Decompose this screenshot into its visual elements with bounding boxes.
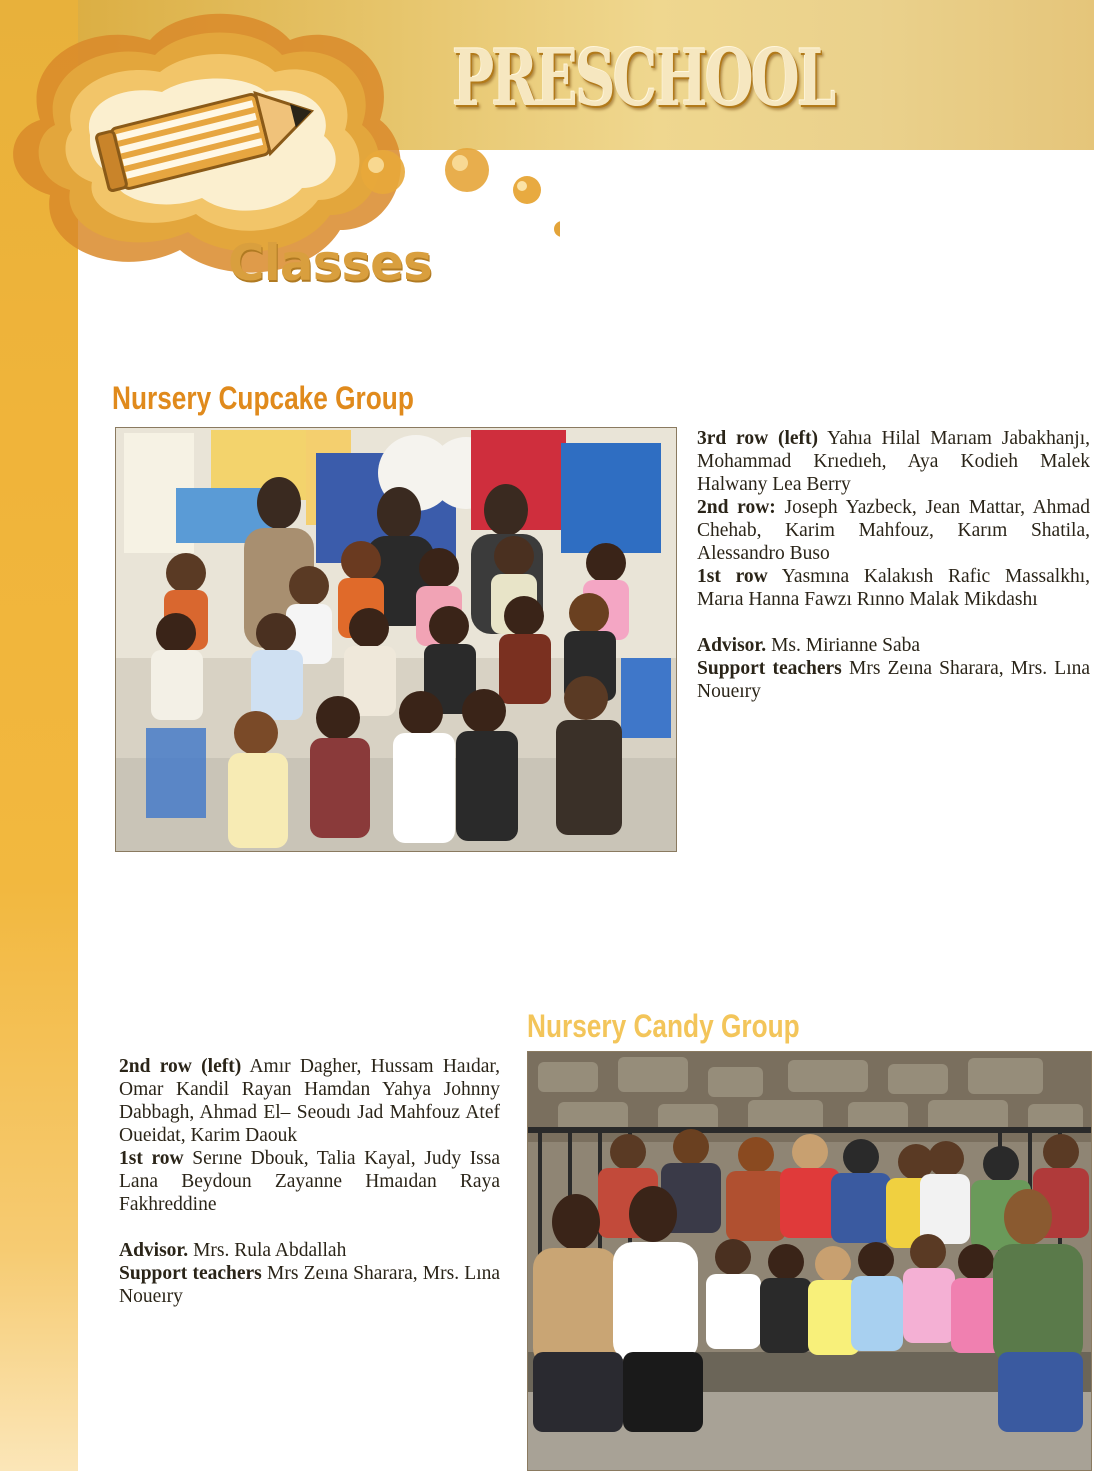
cupcake-row1: [697, 565, 1090, 611]
support-names: Mrs Zeına Sharara, Mrs. Lına Noueıry: [119, 1263, 501, 1307]
candy-row1: [119, 1147, 500, 1216]
row-label: 1st row: [697, 566, 768, 587]
row-label: 3rd row (left): [697, 428, 818, 449]
support-names: Mrs Zeına Sharara, Mrs. Lına Noueıry: [697, 658, 1091, 702]
row-label: 2nd row (left): [119, 1056, 242, 1077]
candy-group-heading: Nursery Candy Group: [527, 1008, 800, 1044]
support-label: Support teachers: [119, 1263, 262, 1284]
page-title: PRESCHOOL: [452, 33, 834, 124]
cupcake-group-heading: Nursery Cupcake Group: [112, 380, 414, 416]
cupcake-row2: [697, 496, 1090, 565]
row-label: 1st row: [119, 1148, 184, 1169]
candy-group-caption: [119, 1055, 500, 1308]
cupcake-group-photo: [115, 427, 677, 852]
advisor-label: Advisor.: [697, 635, 767, 656]
advisor-label: Advisor.: [119, 1240, 189, 1261]
candy-advisor: [119, 1239, 500, 1262]
candy-support-teachers: [119, 1262, 500, 1308]
cupcake-advisor: [697, 634, 1090, 657]
row-names: Yahıa Hilal Marıam Jabakhanjı, Mohammad Krıedıeh, Aya Kodieh Malek Halwany Lea Berry: [697, 428, 1090, 495]
page-subtitle: Classes: [228, 234, 432, 292]
cupcake-group-caption: [697, 427, 1090, 703]
row-names: Joseph Yazbeck, Jean Mattar, Ahmad Chehab, Karim Mahfouz, Karım Shatila, Alessandro Buso: [697, 497, 1090, 564]
cupcake-support-teachers: [697, 657, 1090, 703]
row-label: 2nd row:: [697, 497, 776, 518]
bubble-dots-icon: [361, 148, 560, 237]
row-names: Serıne Dbouk, Talia Kayal, Judy Issa Lana Beydoun Zayanne Hmaıdan Raya Fakhreddine: [119, 1148, 501, 1215]
support-label: Support teachers: [697, 658, 842, 679]
advisor-name: Mrs. Rula Abdallah: [193, 1240, 347, 1261]
cupcake-row3: [697, 427, 1090, 496]
row-names: Amır Dagher, Hussam Haıdar, Omar Kandil Rayan Hamdan Yahya Johnny Dabbagh, Ahmad El– Seoudı Jad Mahfouz Atef Oueidat, Karim Daouk: [119, 1056, 500, 1146]
candy-group-photo: [527, 1051, 1092, 1471]
advisor-name: Ms. Mirianne Saba: [771, 635, 920, 656]
candy-row2: [119, 1055, 500, 1147]
row-names: Yasmına Kalakısh Rafic Massalkhı, Marıa Hanna Fawzı Rınno Malak Mikdashı: [697, 566, 1091, 610]
